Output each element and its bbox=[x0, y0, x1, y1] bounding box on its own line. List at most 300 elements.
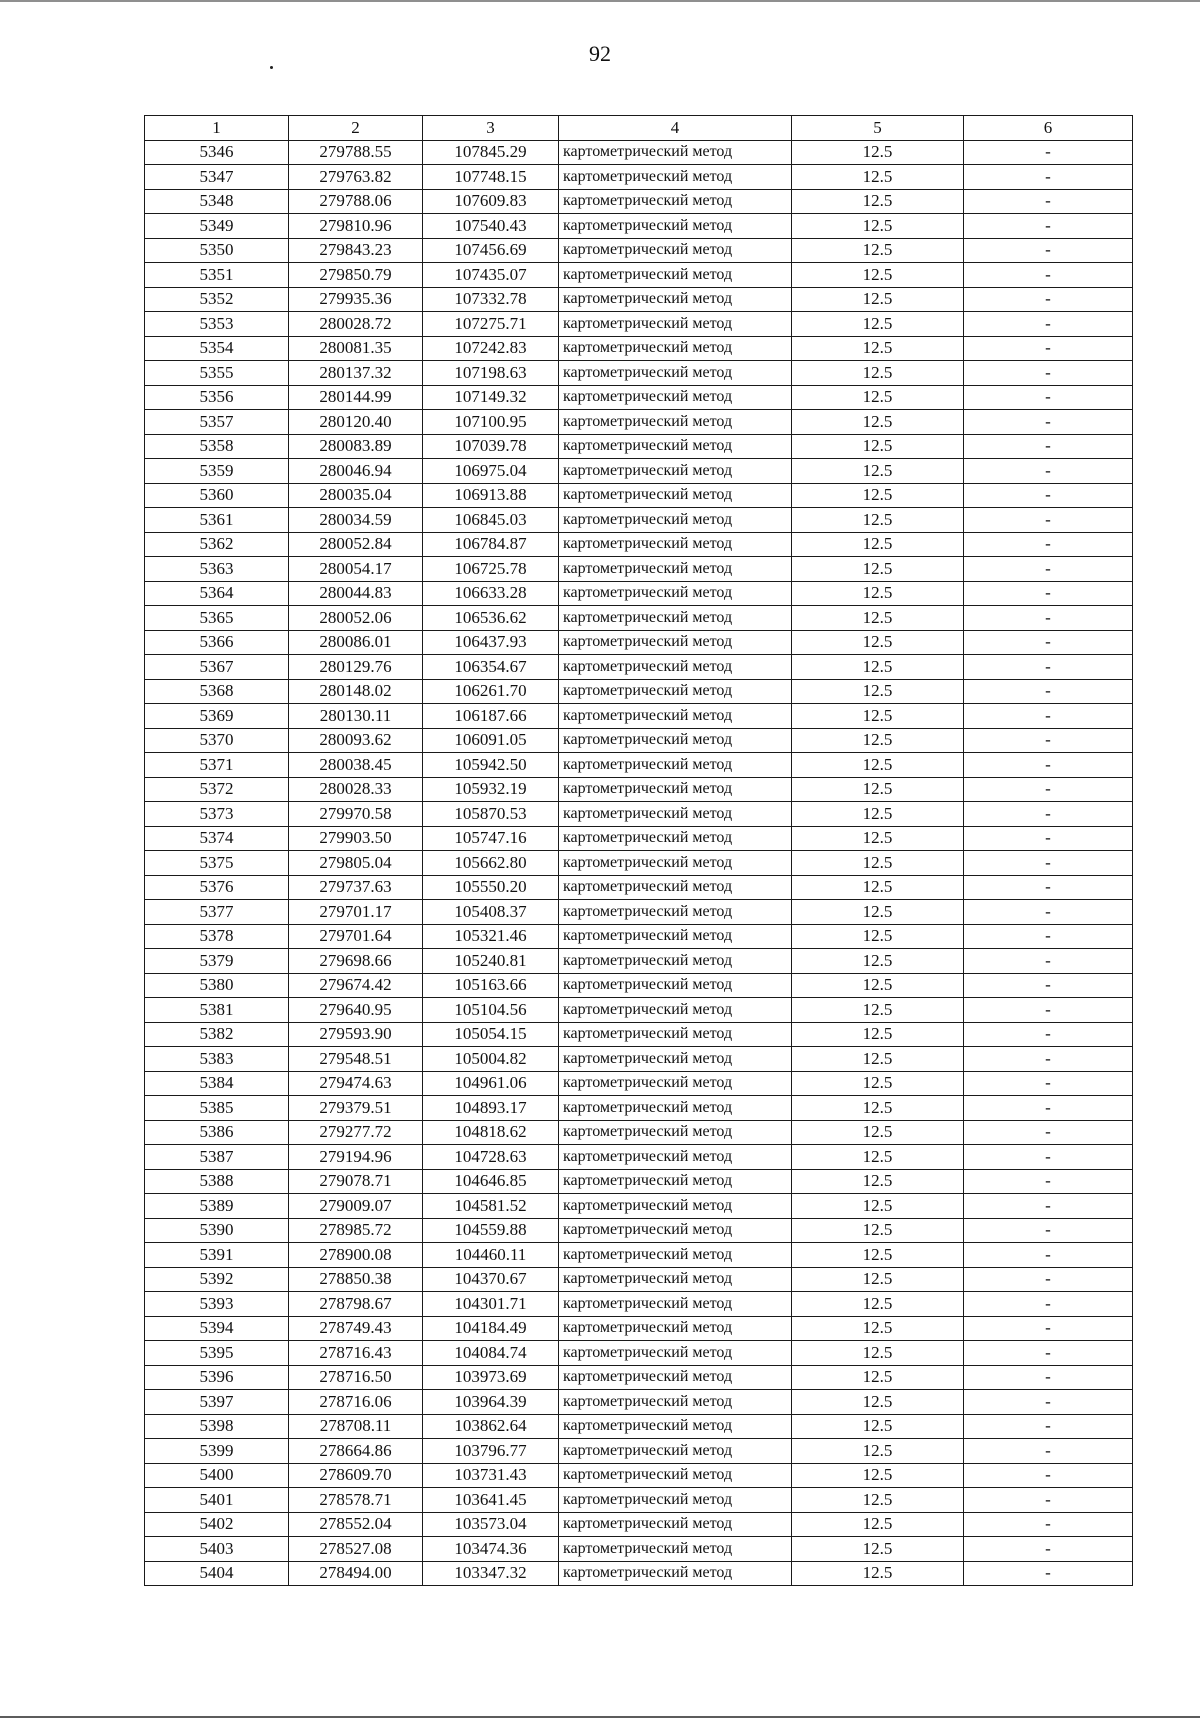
point-number-cell: 5381 bbox=[145, 998, 289, 1023]
coordinates-table bbox=[144, 115, 1133, 1586]
note-cell: - bbox=[964, 826, 1133, 851]
accuracy-cell: 12.5 bbox=[792, 1463, 964, 1488]
x-coordinate-cell: 278494.00 bbox=[289, 1561, 423, 1586]
accuracy-cell: 12.5 bbox=[792, 532, 964, 557]
note-cell: - bbox=[964, 1365, 1133, 1390]
point-number-cell: 5402 bbox=[145, 1512, 289, 1537]
table-row bbox=[145, 1414, 1133, 1439]
point-number-cell: 5385 bbox=[145, 1096, 289, 1121]
table-row bbox=[145, 1096, 1133, 1121]
table-row bbox=[145, 483, 1133, 508]
page-number: 92 bbox=[589, 41, 611, 66]
y-coordinate-cell: 107332.78 bbox=[423, 287, 559, 312]
y-coordinate-cell: 104646.85 bbox=[423, 1169, 559, 1194]
table-row bbox=[145, 630, 1133, 655]
point-number-cell: 5354 bbox=[145, 336, 289, 361]
y-coordinate-cell: 104728.63 bbox=[423, 1145, 559, 1170]
note-cell: - bbox=[964, 1316, 1133, 1341]
method-cell: картометрический метод bbox=[559, 263, 792, 288]
y-coordinate-cell: 105662.80 bbox=[423, 851, 559, 876]
note-cell: - bbox=[964, 1463, 1133, 1488]
x-coordinate-cell: 278798.67 bbox=[289, 1292, 423, 1317]
y-coordinate-cell: 107748.15 bbox=[423, 165, 559, 190]
table-row bbox=[145, 1145, 1133, 1170]
column-header-1: 1 bbox=[145, 116, 289, 141]
table-row bbox=[145, 728, 1133, 753]
x-coordinate-cell: 280052.84 bbox=[289, 532, 423, 557]
method-cell: картометрический метод bbox=[559, 1096, 792, 1121]
accuracy-cell: 12.5 bbox=[792, 802, 964, 827]
method-cell: картометрический метод bbox=[559, 336, 792, 361]
note-cell: - bbox=[964, 532, 1133, 557]
x-coordinate-cell: 279903.50 bbox=[289, 826, 423, 851]
method-cell: картометрический метод bbox=[559, 998, 792, 1023]
y-coordinate-cell: 104961.06 bbox=[423, 1071, 559, 1096]
accuracy-cell: 12.5 bbox=[792, 1096, 964, 1121]
accuracy-cell: 12.5 bbox=[792, 385, 964, 410]
accuracy-cell: 12.5 bbox=[792, 214, 964, 239]
table-row bbox=[145, 385, 1133, 410]
method-cell: картометрический метод bbox=[559, 1512, 792, 1537]
note-cell: - bbox=[964, 1561, 1133, 1586]
method-cell: картометрический метод bbox=[559, 826, 792, 851]
bottom-edge-line bbox=[0, 1716, 1200, 1718]
table-row bbox=[145, 459, 1133, 484]
point-number-cell: 5374 bbox=[145, 826, 289, 851]
table-body bbox=[145, 140, 1133, 1586]
note-cell: - bbox=[964, 434, 1133, 459]
accuracy-cell: 12.5 bbox=[792, 1561, 964, 1586]
table-row bbox=[145, 532, 1133, 557]
table-row bbox=[145, 336, 1133, 361]
table-row bbox=[145, 704, 1133, 729]
table-row bbox=[145, 165, 1133, 190]
column-header-2: 2 bbox=[289, 116, 423, 141]
note-cell: - bbox=[964, 1292, 1133, 1317]
point-number-cell: 5401 bbox=[145, 1488, 289, 1513]
x-coordinate-cell: 279674.42 bbox=[289, 973, 423, 998]
accuracy-cell: 12.5 bbox=[792, 361, 964, 386]
point-number-cell: 5399 bbox=[145, 1439, 289, 1464]
x-coordinate-cell: 279379.51 bbox=[289, 1096, 423, 1121]
note-cell: - bbox=[964, 802, 1133, 827]
method-cell: картометрический метод bbox=[559, 1292, 792, 1317]
y-coordinate-cell: 103347.32 bbox=[423, 1561, 559, 1586]
point-number-cell: 5347 bbox=[145, 165, 289, 190]
table-row bbox=[145, 1463, 1133, 1488]
note-cell: - bbox=[964, 189, 1133, 214]
column-header-3: 3 bbox=[423, 116, 559, 141]
note-cell: - bbox=[964, 1218, 1133, 1243]
accuracy-cell: 12.5 bbox=[792, 312, 964, 337]
table-row bbox=[145, 998, 1133, 1023]
table-row bbox=[145, 1341, 1133, 1366]
table-row bbox=[145, 777, 1133, 802]
accuracy-cell: 12.5 bbox=[792, 777, 964, 802]
y-coordinate-cell: 107456.69 bbox=[423, 238, 559, 263]
x-coordinate-cell: 279737.63 bbox=[289, 875, 423, 900]
accuracy-cell: 12.5 bbox=[792, 949, 964, 974]
note-cell: - bbox=[964, 679, 1133, 704]
y-coordinate-cell: 103573.04 bbox=[423, 1512, 559, 1537]
point-number-cell: 5389 bbox=[145, 1194, 289, 1219]
point-number-cell: 5365 bbox=[145, 606, 289, 631]
x-coordinate-cell: 280120.40 bbox=[289, 410, 423, 435]
x-coordinate-cell: 279788.06 bbox=[289, 189, 423, 214]
note-cell: - bbox=[964, 655, 1133, 680]
x-coordinate-cell: 280137.32 bbox=[289, 361, 423, 386]
table-row bbox=[145, 949, 1133, 974]
x-coordinate-cell: 279701.17 bbox=[289, 900, 423, 925]
point-number-cell: 5371 bbox=[145, 753, 289, 778]
accuracy-cell: 12.5 bbox=[792, 1414, 964, 1439]
y-coordinate-cell: 106187.66 bbox=[423, 704, 559, 729]
note-cell: - bbox=[964, 508, 1133, 533]
x-coordinate-cell: 278716.50 bbox=[289, 1365, 423, 1390]
method-cell: картометрический метод bbox=[559, 238, 792, 263]
accuracy-cell: 12.5 bbox=[792, 508, 964, 533]
note-cell: - bbox=[964, 336, 1133, 361]
table-row bbox=[145, 1561, 1133, 1586]
x-coordinate-cell: 279850.79 bbox=[289, 263, 423, 288]
accuracy-cell: 12.5 bbox=[792, 238, 964, 263]
point-number-cell: 5392 bbox=[145, 1267, 289, 1292]
y-coordinate-cell: 103973.69 bbox=[423, 1365, 559, 1390]
note-cell: - bbox=[964, 1341, 1133, 1366]
y-coordinate-cell: 105163.66 bbox=[423, 973, 559, 998]
note-cell: - bbox=[964, 165, 1133, 190]
y-coordinate-cell: 105104.56 bbox=[423, 998, 559, 1023]
table-row bbox=[145, 581, 1133, 606]
x-coordinate-cell: 279078.71 bbox=[289, 1169, 423, 1194]
point-number-cell: 5391 bbox=[145, 1243, 289, 1268]
accuracy-cell: 12.5 bbox=[792, 1316, 964, 1341]
accuracy-cell: 12.5 bbox=[792, 189, 964, 214]
point-number-cell: 5377 bbox=[145, 900, 289, 925]
point-number-cell: 5397 bbox=[145, 1390, 289, 1415]
table-row bbox=[145, 1488, 1133, 1513]
point-number-cell: 5380 bbox=[145, 973, 289, 998]
y-coordinate-cell: 103731.43 bbox=[423, 1463, 559, 1488]
x-coordinate-cell: 279640.95 bbox=[289, 998, 423, 1023]
y-coordinate-cell: 106091.05 bbox=[423, 728, 559, 753]
note-cell: - bbox=[964, 1096, 1133, 1121]
method-cell: картометрический метод bbox=[559, 1365, 792, 1390]
method-cell: картометрический метод bbox=[559, 1414, 792, 1439]
x-coordinate-cell: 278716.06 bbox=[289, 1390, 423, 1415]
table-header-row bbox=[145, 116, 1133, 141]
table-row bbox=[145, 1169, 1133, 1194]
accuracy-cell: 12.5 bbox=[792, 459, 964, 484]
y-coordinate-cell: 106845.03 bbox=[423, 508, 559, 533]
point-number-cell: 5375 bbox=[145, 851, 289, 876]
y-coordinate-cell: 107100.95 bbox=[423, 410, 559, 435]
table-row bbox=[145, 1071, 1133, 1096]
method-cell: картометрический метод bbox=[559, 1341, 792, 1366]
x-coordinate-cell: 278578.71 bbox=[289, 1488, 423, 1513]
x-coordinate-cell: 279009.07 bbox=[289, 1194, 423, 1219]
x-coordinate-cell: 280035.04 bbox=[289, 483, 423, 508]
table-row bbox=[145, 263, 1133, 288]
y-coordinate-cell: 105054.15 bbox=[423, 1022, 559, 1047]
point-number-cell: 5363 bbox=[145, 557, 289, 582]
y-coordinate-cell: 106633.28 bbox=[423, 581, 559, 606]
table-row bbox=[145, 1439, 1133, 1464]
column-header-5: 5 bbox=[792, 116, 964, 141]
accuracy-cell: 12.5 bbox=[792, 826, 964, 851]
x-coordinate-cell: 279763.82 bbox=[289, 165, 423, 190]
point-number-cell: 5395 bbox=[145, 1341, 289, 1366]
table-row bbox=[145, 1292, 1133, 1317]
table-row bbox=[145, 924, 1133, 949]
x-coordinate-cell: 279194.96 bbox=[289, 1145, 423, 1170]
table-row bbox=[145, 140, 1133, 165]
method-cell: картометрический метод bbox=[559, 581, 792, 606]
note-cell: - bbox=[964, 1169, 1133, 1194]
accuracy-cell: 12.5 bbox=[792, 1439, 964, 1464]
point-number-cell: 5398 bbox=[145, 1414, 289, 1439]
table-row bbox=[145, 1316, 1133, 1341]
y-coordinate-cell: 107540.43 bbox=[423, 214, 559, 239]
method-cell: картометрический метод bbox=[559, 728, 792, 753]
accuracy-cell: 12.5 bbox=[792, 679, 964, 704]
x-coordinate-cell: 279474.63 bbox=[289, 1071, 423, 1096]
x-coordinate-cell: 279810.96 bbox=[289, 214, 423, 239]
y-coordinate-cell: 105550.20 bbox=[423, 875, 559, 900]
note-cell: - bbox=[964, 1488, 1133, 1513]
table-row bbox=[145, 1047, 1133, 1072]
column-header-4: 4 bbox=[559, 116, 792, 141]
note-cell: - bbox=[964, 459, 1133, 484]
accuracy-cell: 12.5 bbox=[792, 336, 964, 361]
method-cell: картометрический метод bbox=[559, 1463, 792, 1488]
x-coordinate-cell: 279970.58 bbox=[289, 802, 423, 827]
y-coordinate-cell: 105321.46 bbox=[423, 924, 559, 949]
table-row bbox=[145, 361, 1133, 386]
x-coordinate-cell: 279935.36 bbox=[289, 287, 423, 312]
y-coordinate-cell: 106975.04 bbox=[423, 459, 559, 484]
table-row bbox=[145, 434, 1133, 459]
point-number-cell: 5357 bbox=[145, 410, 289, 435]
method-cell: картометрический метод bbox=[559, 1047, 792, 1072]
point-number-cell: 5355 bbox=[145, 361, 289, 386]
y-coordinate-cell: 106354.67 bbox=[423, 655, 559, 680]
point-number-cell: 5353 bbox=[145, 312, 289, 337]
y-coordinate-cell: 106437.93 bbox=[423, 630, 559, 655]
y-coordinate-cell: 104184.49 bbox=[423, 1316, 559, 1341]
point-number-cell: 5388 bbox=[145, 1169, 289, 1194]
method-cell: картометрический метод bbox=[559, 434, 792, 459]
accuracy-cell: 12.5 bbox=[792, 655, 964, 680]
top-edge-line bbox=[0, 0, 1200, 2]
accuracy-cell: 12.5 bbox=[792, 557, 964, 582]
note-cell: - bbox=[964, 1022, 1133, 1047]
accuracy-cell: 12.5 bbox=[792, 606, 964, 631]
y-coordinate-cell: 104893.17 bbox=[423, 1096, 559, 1121]
method-cell: картометрический метод bbox=[559, 361, 792, 386]
method-cell: картометрический метод bbox=[559, 679, 792, 704]
note-cell: - bbox=[964, 263, 1133, 288]
accuracy-cell: 12.5 bbox=[792, 434, 964, 459]
point-number-cell: 5384 bbox=[145, 1071, 289, 1096]
x-coordinate-cell: 279788.55 bbox=[289, 140, 423, 165]
note-cell: - bbox=[964, 924, 1133, 949]
table-row bbox=[145, 1365, 1133, 1390]
table-row bbox=[145, 1512, 1133, 1537]
method-cell: картометрический метод bbox=[559, 1120, 792, 1145]
table-row bbox=[145, 312, 1133, 337]
table-row bbox=[145, 679, 1133, 704]
point-number-cell: 5361 bbox=[145, 508, 289, 533]
x-coordinate-cell: 278850.38 bbox=[289, 1267, 423, 1292]
table-row bbox=[145, 214, 1133, 239]
table-row bbox=[145, 1022, 1133, 1047]
method-cell: картометрический метод bbox=[559, 1194, 792, 1219]
point-number-cell: 5379 bbox=[145, 949, 289, 974]
y-coordinate-cell: 107149.32 bbox=[423, 385, 559, 410]
note-cell: - bbox=[964, 483, 1133, 508]
point-number-cell: 5367 bbox=[145, 655, 289, 680]
y-coordinate-cell: 104370.67 bbox=[423, 1267, 559, 1292]
x-coordinate-cell: 280093.62 bbox=[289, 728, 423, 753]
method-cell: картометрический метод bbox=[559, 802, 792, 827]
y-coordinate-cell: 106725.78 bbox=[423, 557, 559, 582]
x-coordinate-cell: 280148.02 bbox=[289, 679, 423, 704]
x-coordinate-cell: 279805.04 bbox=[289, 851, 423, 876]
note-cell: - bbox=[964, 998, 1133, 1023]
accuracy-cell: 12.5 bbox=[792, 1120, 964, 1145]
point-number-cell: 5390 bbox=[145, 1218, 289, 1243]
method-cell: картометрический метод bbox=[559, 630, 792, 655]
accuracy-cell: 12.5 bbox=[792, 630, 964, 655]
method-cell: картометрический метод bbox=[559, 1071, 792, 1096]
x-coordinate-cell: 279843.23 bbox=[289, 238, 423, 263]
x-coordinate-cell: 280034.59 bbox=[289, 508, 423, 533]
note-cell: - bbox=[964, 238, 1133, 263]
note-cell: - bbox=[964, 753, 1133, 778]
accuracy-cell: 12.5 bbox=[792, 1537, 964, 1562]
table-row bbox=[145, 1120, 1133, 1145]
method-cell: картометрический метод bbox=[559, 532, 792, 557]
accuracy-cell: 12.5 bbox=[792, 1292, 964, 1317]
method-cell: картометрический метод bbox=[559, 875, 792, 900]
method-cell: картометрический метод bbox=[559, 385, 792, 410]
x-coordinate-cell: 278664.86 bbox=[289, 1439, 423, 1464]
point-number-cell: 5382 bbox=[145, 1022, 289, 1047]
method-cell: картометрический метод bbox=[559, 410, 792, 435]
y-coordinate-cell: 106784.87 bbox=[423, 532, 559, 557]
note-cell: - bbox=[964, 875, 1133, 900]
x-coordinate-cell: 280086.01 bbox=[289, 630, 423, 655]
accuracy-cell: 12.5 bbox=[792, 263, 964, 288]
method-cell: картометрический метод bbox=[559, 973, 792, 998]
table-row bbox=[145, 410, 1133, 435]
note-cell: - bbox=[964, 287, 1133, 312]
y-coordinate-cell: 104818.62 bbox=[423, 1120, 559, 1145]
table-row bbox=[145, 1267, 1133, 1292]
x-coordinate-cell: 280038.45 bbox=[289, 753, 423, 778]
accuracy-cell: 12.5 bbox=[792, 704, 964, 729]
y-coordinate-cell: 107242.83 bbox=[423, 336, 559, 361]
note-cell: - bbox=[964, 973, 1133, 998]
x-coordinate-cell: 279593.90 bbox=[289, 1022, 423, 1047]
note-cell: - bbox=[964, 1512, 1133, 1537]
x-coordinate-cell: 280083.89 bbox=[289, 434, 423, 459]
table-row bbox=[145, 900, 1133, 925]
y-coordinate-cell: 103474.36 bbox=[423, 1537, 559, 1562]
point-number-cell: 5376 bbox=[145, 875, 289, 900]
y-coordinate-cell: 104460.11 bbox=[423, 1243, 559, 1268]
accuracy-cell: 12.5 bbox=[792, 1341, 964, 1366]
method-cell: картометрический метод bbox=[559, 1267, 792, 1292]
point-number-cell: 5352 bbox=[145, 287, 289, 312]
y-coordinate-cell: 104581.52 bbox=[423, 1194, 559, 1219]
note-cell: - bbox=[964, 557, 1133, 582]
accuracy-cell: 12.5 bbox=[792, 924, 964, 949]
note-cell: - bbox=[964, 140, 1133, 165]
point-number-cell: 5370 bbox=[145, 728, 289, 753]
table-row bbox=[145, 875, 1133, 900]
accuracy-cell: 12.5 bbox=[792, 1047, 964, 1072]
x-coordinate-cell: 280028.33 bbox=[289, 777, 423, 802]
point-number-cell: 5404 bbox=[145, 1561, 289, 1586]
y-coordinate-cell: 105870.53 bbox=[423, 802, 559, 827]
point-number-cell: 5368 bbox=[145, 679, 289, 704]
x-coordinate-cell: 278900.08 bbox=[289, 1243, 423, 1268]
point-number-cell: 5373 bbox=[145, 802, 289, 827]
note-cell: - bbox=[964, 1267, 1133, 1292]
point-number-cell: 5364 bbox=[145, 581, 289, 606]
note-cell: - bbox=[964, 851, 1133, 876]
note-cell: - bbox=[964, 1047, 1133, 1072]
x-coordinate-cell: 280046.94 bbox=[289, 459, 423, 484]
point-number-cell: 5356 bbox=[145, 385, 289, 410]
table-row bbox=[145, 1243, 1133, 1268]
method-cell: картометрический метод bbox=[559, 1439, 792, 1464]
y-coordinate-cell: 105747.16 bbox=[423, 826, 559, 851]
note-cell: - bbox=[964, 704, 1133, 729]
y-coordinate-cell: 105240.81 bbox=[423, 949, 559, 974]
point-number-cell: 5369 bbox=[145, 704, 289, 729]
y-coordinate-cell: 107198.63 bbox=[423, 361, 559, 386]
method-cell: картометрический метод bbox=[559, 777, 792, 802]
method-cell: картометрический метод bbox=[559, 1561, 792, 1586]
table-row bbox=[145, 238, 1133, 263]
table-row bbox=[145, 802, 1133, 827]
method-cell: картометрический метод bbox=[559, 214, 792, 239]
accuracy-cell: 12.5 bbox=[792, 410, 964, 435]
accuracy-cell: 12.5 bbox=[792, 900, 964, 925]
table-row bbox=[145, 655, 1133, 680]
y-coordinate-cell: 107435.07 bbox=[423, 263, 559, 288]
accuracy-cell: 12.5 bbox=[792, 165, 964, 190]
method-cell: картометрический метод bbox=[559, 655, 792, 680]
accuracy-cell: 12.5 bbox=[792, 998, 964, 1023]
accuracy-cell: 12.5 bbox=[792, 140, 964, 165]
accuracy-cell: 12.5 bbox=[792, 287, 964, 312]
method-cell: картометрический метод bbox=[559, 924, 792, 949]
note-cell: - bbox=[964, 1414, 1133, 1439]
note-cell: - bbox=[964, 312, 1133, 337]
x-coordinate-cell: 280052.06 bbox=[289, 606, 423, 631]
method-cell: картометрический метод bbox=[559, 1218, 792, 1243]
y-coordinate-cell: 105932.19 bbox=[423, 777, 559, 802]
method-cell: картометрический метод bbox=[559, 1488, 792, 1513]
accuracy-cell: 12.5 bbox=[792, 753, 964, 778]
note-cell: - bbox=[964, 728, 1133, 753]
note-cell: - bbox=[964, 385, 1133, 410]
x-coordinate-cell: 278552.04 bbox=[289, 1512, 423, 1537]
